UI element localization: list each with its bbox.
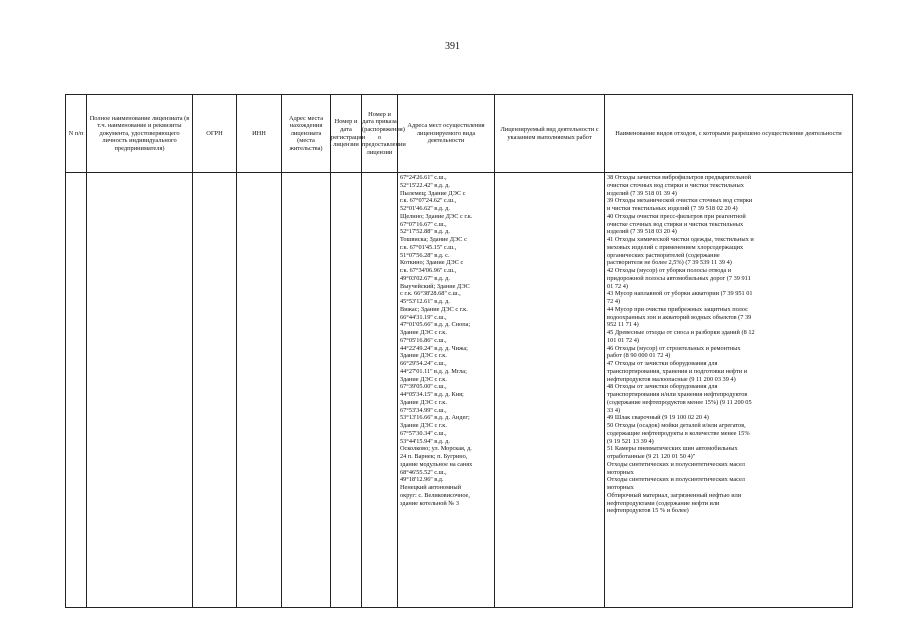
address-line: 67°57'30.34'' с.ш.,	[400, 429, 447, 437]
waste-line: изделий (7 39 518 01 39 4)	[607, 189, 677, 197]
address-line: 68°46'55.52'' с.ш.,	[400, 468, 447, 476]
waste-line: органических растворителей (содержание	[607, 251, 720, 259]
waste-line: транспортирования и/или хранения нефтепродуктов	[607, 391, 748, 398]
cell-order	[362, 173, 398, 608]
waste-line: нефтепродуктов 15 % и более)	[607, 507, 689, 515]
waste-line: (9 19 521 13 39 4)	[607, 437, 654, 445]
waste-line: 01 72 4)	[607, 282, 628, 290]
waste-line: (содержание нефтепродуктов менее 15%) (9 11 200 05	[607, 398, 752, 406]
address-line: 24 п. Варнек; п. Бугрино,	[400, 453, 468, 460]
waste-line: и чистки текстильных изделий (7 39 518 02 20 4)	[607, 205, 738, 212]
cell-activity	[495, 173, 605, 608]
waste-line: моторных	[607, 484, 634, 491]
cell-waste	[605, 173, 853, 608]
waste-line: растворителя не более 2,5%) (7 39 539 11 39 4)	[607, 259, 732, 267]
waste-line: 952 11 71 4)	[607, 321, 639, 329]
waste-line: водоохранных зон и акваторий водных объектов (7 39	[607, 313, 752, 321]
address-line: 53°44'15.94'' в.д. д.	[400, 437, 450, 445]
address-line: Здание ДЭС с г.к.	[400, 352, 447, 360]
waste-line: отработанные (9 21 120 01 50 4)"	[607, 453, 696, 460]
waste-line: 49 Шлак сварочный (9 19 100 02 20 4)	[607, 414, 709, 422]
header-ogrn: ОГРН	[193, 95, 237, 173]
page-number: 391	[445, 41, 460, 52]
cell-addresses	[398, 173, 495, 608]
waste-line: 43 Мусор наплавной от уборки акватории (7 39 951 01	[607, 290, 753, 298]
table-row	[66, 173, 853, 608]
address-line: 66°29'54.24'' с.ш.,	[400, 360, 447, 367]
address-line: Щелино; Здание ДЭС с г.к.	[400, 212, 473, 220]
waste-line: Обтирочный материал, загрязненный нефтью или	[607, 491, 742, 499]
waste-list	[605, 173, 852, 515]
waste-line: 44 Мусор при очистке прибрежных защитных полос	[607, 305, 748, 313]
header-row	[66, 95, 853, 173]
waste-line: моторных	[607, 468, 634, 476]
header-location: Адрес места нахождения лицензиата (места жительства)	[282, 95, 331, 173]
address-line: 44°27'01.11'' в.д. д. Мгла;	[400, 367, 467, 375]
address-line: 52°01'46.62'' в.д. д.	[400, 205, 450, 212]
waste-line: 33 4)	[607, 406, 621, 414]
address-line: 67°39'05.00'' с.ш.,	[400, 383, 447, 391]
waste-line: 47 Отходы от зачистки оборудования для	[607, 360, 718, 367]
header-activity: Лицензируемый вид деятельности с указанием выполняемых работ	[495, 95, 605, 173]
license-register-table	[65, 94, 853, 608]
address-line: 44°05'34.15'' в.д. д. Кия;	[400, 391, 464, 398]
cell-num	[66, 173, 87, 608]
waste-line: 40 Отходы очистки пресс-фильтров при реагентной	[607, 212, 746, 220]
waste-line: 46 Отходы (мусор) от строительных и ремонтных	[607, 344, 741, 352]
address-line: 53°13'16.66'' в.д. д. Андег;	[400, 414, 470, 422]
address-line: г.к. 67°34'06.96'' с.ш.,	[400, 267, 457, 274]
address-line: Здание ДЭС с г.к.	[400, 398, 447, 406]
address-line: 67°07'16.67'' с.ш.,	[400, 220, 447, 228]
address-line: Пылемец; Здание ДЭС с	[400, 189, 466, 197]
waste-line: 42 Отходы (мусор) от уборки полосы отвода и	[607, 267, 732, 274]
header-registration: Номер и дата регистрации лицензии	[331, 95, 362, 173]
waste-line: содержащие нефтепродукты в количестве менее 15%	[607, 429, 750, 437]
address-line: 67°53'34.99'' с.ш.,	[400, 406, 447, 414]
waste-line: 48 Отходы от зачистки оборудования для	[607, 383, 718, 391]
address-line: г.к. 67°07'24.62'' с.ш.,	[400, 197, 457, 205]
address-line: 67°24'26.61'' с.ш.,	[400, 174, 447, 181]
waste-line: 45 Древесные отходы от сноса и разборки зданий (8 12	[607, 329, 755, 336]
header-name: Полное наименование лицензиата (в т.ч. наименование и реквизиты документа, удостоверяющего личность индивидуального предпринимателя)	[87, 95, 193, 173]
waste-line: очистке сточных вод стирки и чистки текстильных	[607, 220, 744, 228]
address-line: Здание ДЭС с г.к.	[400, 422, 447, 429]
cell-ogrn	[193, 173, 237, 608]
waste-line: Отходы синтетических и полусинтетических масел	[607, 476, 745, 484]
waste-line: работ (8 90 000 01 72 4)	[607, 352, 671, 360]
waste-line: 51 Камеры пневматических шин автомобильных	[607, 445, 738, 453]
address-line: здание котельной № 3	[400, 499, 460, 507]
address-line: г.к. 67°01'45.15'' с.ш.,	[400, 243, 457, 251]
address-line: 52°17'52.88'' в.д. д.	[400, 228, 450, 236]
address-line: Вижас; Здание ДЭС с г.к.	[400, 305, 468, 313]
waste-line: 38 Отходы зачистки виброфильтров предварительной	[607, 174, 751, 181]
waste-line: 41 Отходы химической чистки одежды, текстильных и	[607, 236, 754, 243]
address-line: 45°53'12.61'' в.д. д.	[400, 298, 450, 305]
cell-inn	[237, 173, 282, 608]
address-line: Осколково; ул. Морская, д.	[400, 445, 472, 453]
address-line: округ: с. Великовисочное,	[400, 491, 470, 499]
address-line: Здание ДЭС с г.к.	[400, 329, 447, 336]
address-line: с г.к. 66°38'28.68'' с.ш.,	[400, 290, 461, 298]
address-line: 47°01'05.66'' в.д. д. Снопа;	[400, 321, 471, 329]
header-waste: Наименование видов отходов, с которыми разрешено осуществление деятельности	[605, 95, 853, 173]
address-line: Здание ДЭС с г.к.	[400, 375, 447, 383]
address-line: 52°15'22.42'' в.д. д.	[400, 181, 450, 189]
waste-line: изделий (7 39 518 03 20 4)	[607, 228, 677, 236]
header-order: Номер и дата приказа (распоряжения) о предоставлении лицензии	[362, 95, 398, 173]
address-line: Коткино; Здание ДЭС с	[400, 259, 464, 267]
address-line: 44°22'49.24'' в.д. д. Чижа;	[400, 344, 468, 352]
header-inn: ИНН	[237, 95, 282, 173]
cell-registration	[331, 173, 362, 608]
address-line: Выучейский; Здание ДЭС	[400, 282, 470, 290]
waste-line: придорожной полосы автомобильных дорог (7 39 911	[607, 274, 751, 282]
waste-line: 50 Отходы (осадок) мойки деталей и/или агрегатов,	[607, 422, 746, 429]
address-line: 49°03'02.67'' в.д. д.	[400, 274, 450, 282]
waste-line: нефтепродуктов малоопасные (9 11 200 03 39 4)	[607, 375, 736, 383]
addresses-list	[398, 173, 494, 507]
cell-name	[87, 173, 193, 608]
waste-line: Отходы синтетических и полусинтетических масел	[607, 460, 745, 468]
address-line: здание модульное на санях	[400, 460, 473, 468]
waste-line: 101 01 72 4)	[607, 336, 640, 344]
waste-line: нефтепродуктами (содержание нефти или	[607, 499, 720, 507]
address-line: 67°05'16.86'' с.ш.,	[400, 336, 447, 344]
waste-line: очистки сточных вод стирки и чистки текстильных	[607, 181, 744, 189]
waste-line: 39 Отходы механической очистки сточных вод стирки	[607, 197, 753, 205]
address-line: 51°07'56.28'' в.д. с.	[400, 251, 450, 259]
address-line: Тошвиска; Здание ДЭС с	[400, 236, 467, 243]
cell-location	[282, 173, 331, 608]
header-num: N п/п	[66, 95, 87, 173]
waste-line: 72 4)	[607, 298, 621, 305]
waste-line: транспортирования, хранения и подготовки нефти и	[607, 367, 748, 375]
address-line: Ненецкий автономный	[400, 484, 462, 491]
address-line: 66°44'31.19'' с.ш.,	[400, 313, 447, 321]
address-line: 49°18'12.96'' в.д.	[400, 476, 444, 484]
waste-line: меховых изделий с применением хлорсодержащих	[607, 243, 744, 251]
header-addresses: Адреса мест осуществления лицензируемого вида деятельности	[398, 95, 495, 173]
